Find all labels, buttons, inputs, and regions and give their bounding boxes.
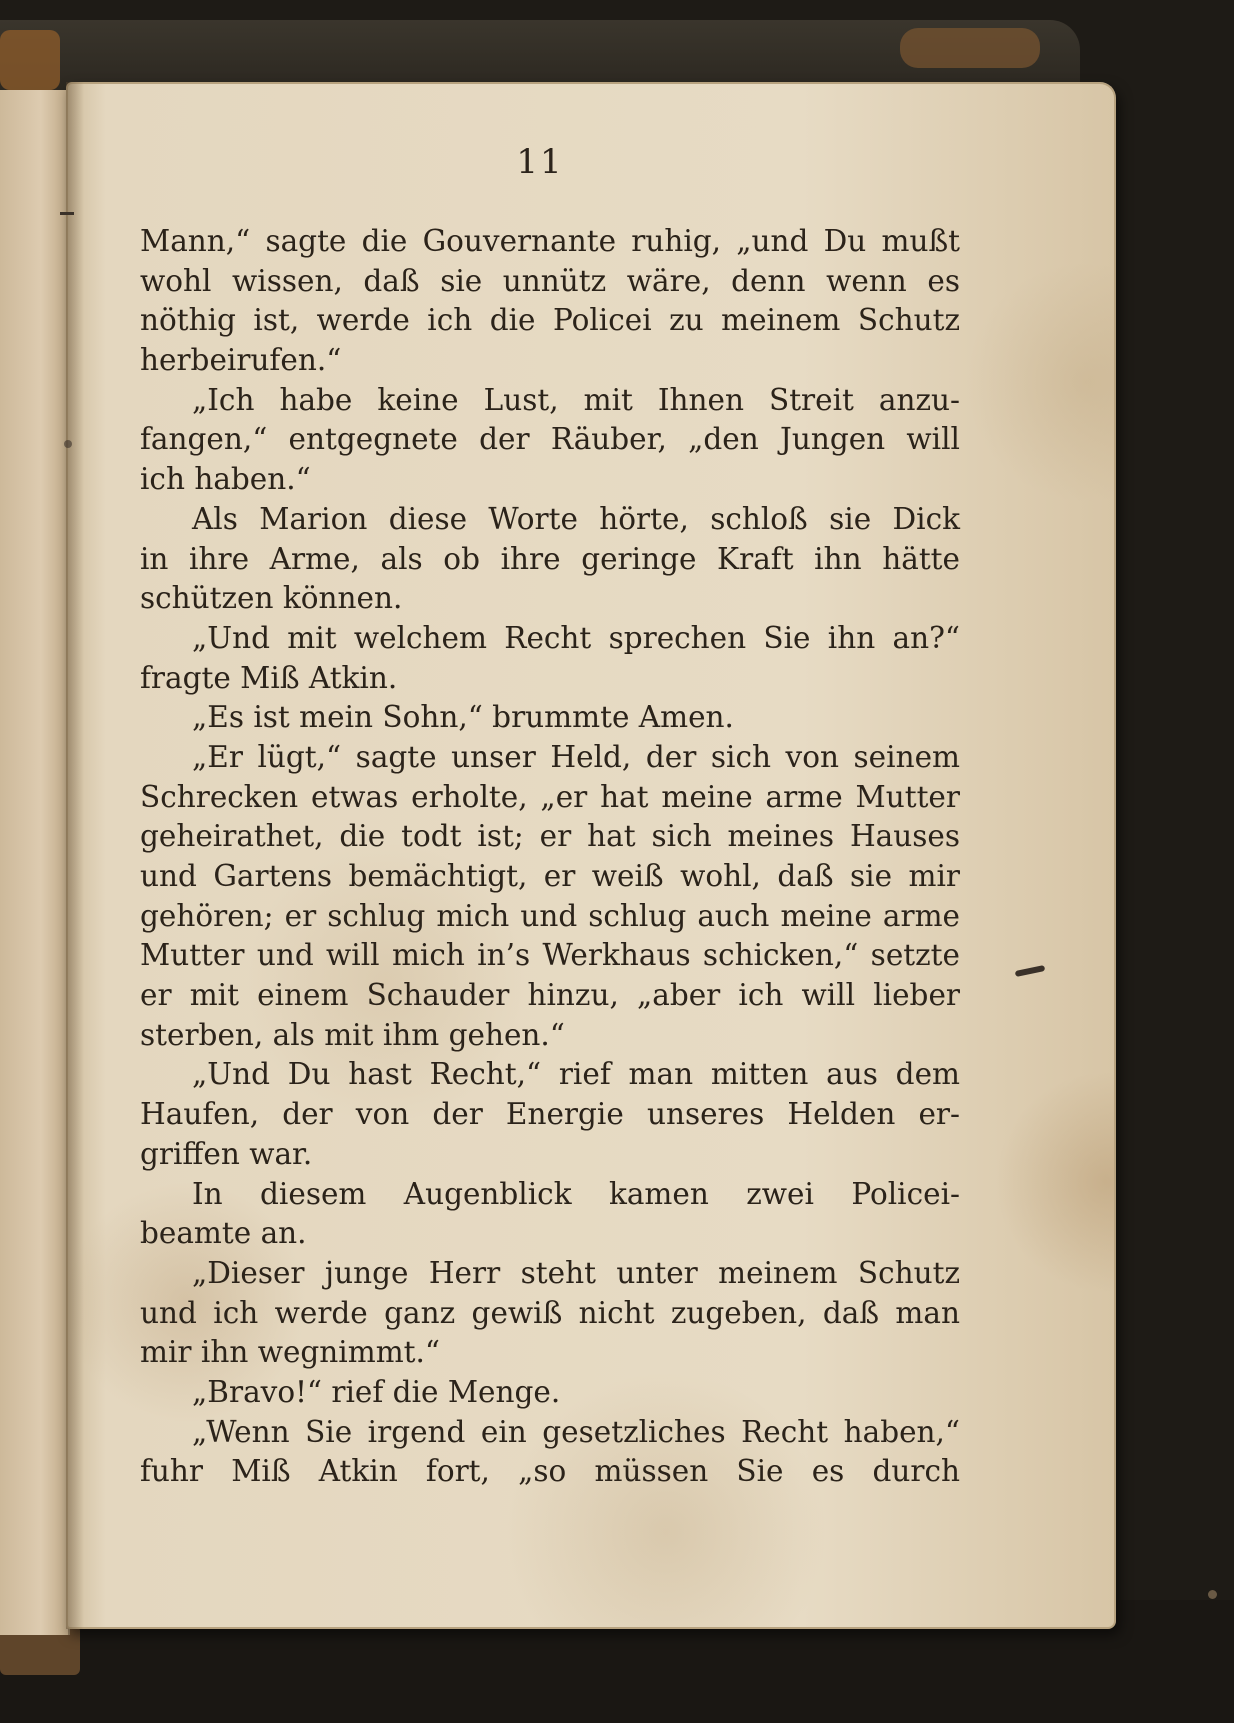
ink-speck — [64, 440, 72, 448]
text-line: und Gartens bemächtigt, er weiß wohl, daß sie mir — [140, 859, 960, 893]
text-line: Mann,“ sagte die Gouvernante ruhig, „und Du mußt — [140, 224, 960, 258]
text-line: wohl wissen, daß sie unnütz wäre, denn wenn es — [140, 263, 960, 298]
text-line: mir ihn wegnimmt.“ — [140, 1335, 440, 1370]
page-number: 11 — [516, 142, 564, 182]
text-line: gehören; er schlug mich und schlug auch meine arme — [140, 898, 960, 933]
text-line: Als Marion diese Worte hörte, schloß sie Dick — [192, 501, 960, 536]
text-line: „Ich habe keine Lust, mit Ihnen Streit anzu- — [192, 382, 960, 417]
facing-page-edge — [0, 90, 70, 1635]
text-line: „Es ist mein Sohn,“ brummte Amen. — [192, 700, 734, 735]
text-line: herbeirufen.“ — [140, 343, 342, 378]
worn-cover-corner — [0, 30, 60, 90]
text-line: geheirathet, die todt ist; er hat sich meines Hauses — [140, 819, 960, 854]
text-line: „Er lügt,“ sagte unser Held, der sich von seinem — [192, 739, 960, 774]
spine-shadow — [66, 82, 84, 1629]
text-line: fragte Miß Atkin. — [140, 660, 398, 695]
body-text — [140, 222, 960, 1492]
text-line: nöthig ist, werde ich die Policei zu meinem Schutz — [140, 303, 960, 338]
ink-speck — [1208, 1590, 1217, 1599]
text-line: Schrecken etwas erholte, „er hat meine arme Mutter — [140, 779, 960, 814]
text-line: In diesem Augenblick kamen zwei Policei- — [192, 1176, 960, 1211]
text-line: er mit einem Schauder hinzu, „aber ich will lieber — [140, 978, 960, 1013]
text-line: „Dieser junge Herr steht unter meinem Schutz — [192, 1255, 960, 1290]
text-line: „Bravo!“ rief die Menge. — [192, 1374, 561, 1409]
text-line: „Wenn Sie irgend ein gesetzliches Recht haben,“ — [192, 1414, 960, 1449]
text-line: ich haben.“ — [140, 462, 311, 497]
ink-speck — [60, 212, 74, 215]
worn-cover-edge — [900, 28, 1040, 68]
text-line: griffen war. — [140, 1136, 313, 1171]
text-line: Mutter und will mich in’s Werkhaus schicken,“ setzte — [140, 938, 960, 973]
text-line: schützen können. — [140, 581, 403, 616]
text-line: und ich werde ganz gewiß nicht zugeben, daß man — [140, 1295, 960, 1330]
text-line: fuhr Miß Atkin fort, „so müssen Sie es durch — [140, 1454, 960, 1489]
text-line: beamte an. — [140, 1216, 307, 1251]
text-line: „Und Du hast Recht,“ rief man mitten aus dem — [192, 1057, 960, 1092]
text-line: in ihre Arme, als ob ihre geringe Kraft ihn hätte — [140, 541, 960, 576]
text-line: „Und mit welchem Recht sprechen Sie ihn an?“ — [192, 620, 960, 655]
text-line: fangen,“ entgegnete der Räuber, „den Jungen will — [140, 422, 960, 457]
text-line: Haufen, der von der Energie unseres Helden er- — [140, 1097, 960, 1132]
text-line: sterben, als mit ihm gehen.“ — [140, 1017, 565, 1052]
